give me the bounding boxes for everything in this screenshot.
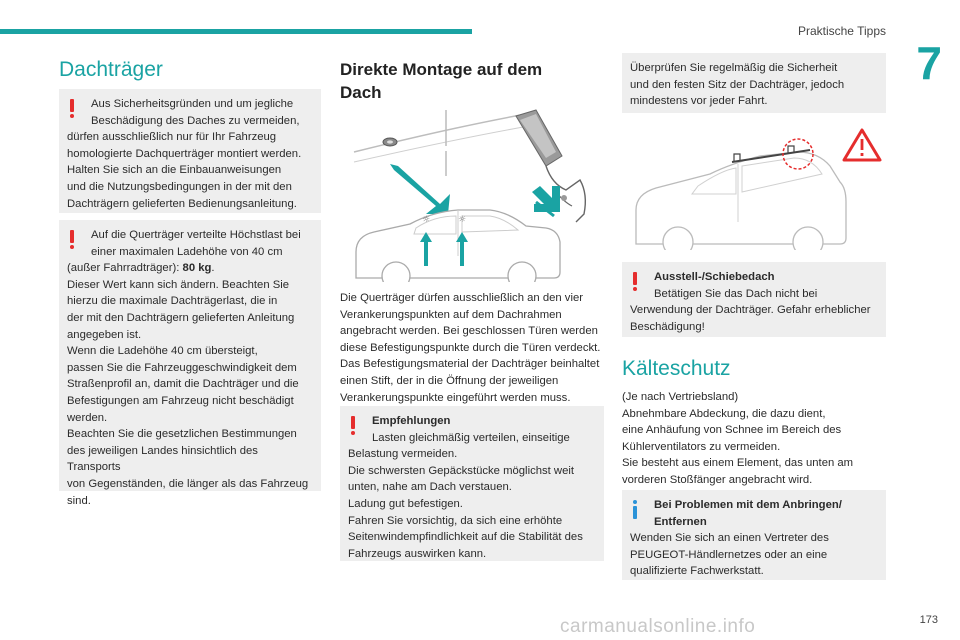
box-line: Überprüfen Sie regelmäßig die Sicherheit <box>630 62 838 74</box>
box-line: von Gegenständen, die länger als das Fahrzeug <box>67 477 309 490</box>
sunroof-warning-illustration <box>622 122 886 250</box>
box-line: angegeben ist. <box>67 328 142 341</box>
info-box-check <box>622 53 886 113</box>
svg-text:☼: ☼ <box>422 215 431 225</box>
box-line: passen Sie die Fahrzeuggeschwindigkeit dem <box>67 361 297 374</box>
page-number: 173 <box>919 614 938 626</box>
box-line: PEUGEOT-Händlernetzes oder an eine <box>630 548 828 561</box>
title-kaelteschutz: Kälteschutz <box>622 357 731 380</box>
box-line: Betätigen Sie das Dach nicht bei <box>654 287 818 300</box>
warning-icon <box>350 416 356 435</box>
title-line: Direkte Montage auf dem <box>340 60 543 79</box>
box-line: homologierte Dachquerträger montiert werden. <box>67 147 302 160</box>
para-line: einen Stift, der in die Öffnung der jeweiligen <box>340 374 559 387</box>
warning-icon <box>69 99 75 118</box>
para-line: Abnehmbare Abdeckung, die dazu dient, <box>622 407 826 420</box>
para-line: vorderen Stoßfänger angebracht wird. <box>622 473 813 486</box>
warning-box-homologation <box>59 89 321 213</box>
para-line: Verankerungspunkten auf dem Dachrahmen <box>340 308 562 321</box>
warning-box-load <box>59 220 321 507</box>
box-line: einer maximalen Ladehöhe von 40 cm <box>91 245 283 258</box>
info-icon <box>632 500 638 519</box>
para-line: Verankerungspunkte eingeführt werden muss. <box>340 391 571 404</box>
box-line: Die schwersten Gepäckstücke möglichst weit <box>348 464 575 477</box>
box-heading: Empfehlungen <box>372 415 451 427</box>
title-dachtraeger: Dachträger <box>59 58 163 81</box>
watermark: carmanualsonline.info <box>560 616 756 637</box>
box-line: Belastung vermeiden. <box>348 448 458 461</box>
warning-box-recommendations <box>340 406 604 561</box>
header-accent-bar <box>0 29 472 34</box>
box-line: qualifizierte Fachwerkstatt. <box>630 565 764 578</box>
box-line: Seitenwindempfindlichkeit auf die Stabilität des <box>348 531 583 544</box>
box-line: Ladung gut befestigen. <box>348 497 463 510</box>
box-line: mindestens vor jeder Fahrt. <box>630 95 768 108</box>
section-label: Praktische Tipps <box>797 24 886 38</box>
box-line: hierzu die maximale Dachträgerlast, die in <box>67 295 278 308</box>
svg-text:☼: ☼ <box>458 215 467 225</box>
box-line: und den festen Sitz der Dachträger, jedoch <box>630 78 845 91</box>
para-line: Sie besteht aus einem Element, das unten am <box>622 457 854 470</box>
para-line: Die Querträger dürfen ausschließlich an den vier <box>340 292 584 304</box>
box-line: unten, nahe am Dach verstauen. <box>348 481 512 494</box>
paragraph-anchor-points <box>340 290 604 406</box>
box-line <box>67 260 313 277</box>
para-line: angebracht werden. Bei geschlossen Türen werden <box>340 325 598 338</box>
box-line: Beschädigung! <box>630 320 705 333</box>
load-text-end: . <box>211 262 215 275</box>
box-line: Auf die Querträger verteilte Höchstlast bei <box>91 229 301 241</box>
para-line: diese Befestigungspunkte durch die Türen verdeckt. <box>340 341 601 354</box>
para-line: (Je nach Vertriebsland) <box>622 391 739 403</box>
max-load-value: 80 kg <box>182 262 212 275</box>
box-line: Beschädigung des Daches zu vermeiden, <box>91 114 300 127</box>
box-line: Lasten gleichmäßig verteilen, einseitige <box>372 431 570 444</box>
box-line: Wenn die Ladehöhe 40 cm übersteigt, <box>67 345 258 358</box>
warning-icon <box>632 272 638 291</box>
chapter-number: 7 <box>916 37 942 89</box>
box-line: Dachträgern gelieferten Bedienungsanleitung. <box>67 197 297 210</box>
box-line: Aus Sicherheitsgründen und um jegliche <box>91 98 294 110</box>
box-line: Fahren Sie vorsichtig, da sich eine erhöhte <box>348 514 563 527</box>
para-line: Das Befestigungsmaterial der Dachträger beinhaltet <box>340 358 600 371</box>
box-line: Wenden Sie sich an einen Vertreter des <box>630 532 829 545</box>
box-line: des jeweiligen Landes hinsichtlich des Transports <box>67 444 258 474</box>
box-line: sind. <box>67 494 91 507</box>
paragraph-kaelteschutz <box>622 389 886 489</box>
box-heading: Ausstell-/Schiebedach <box>654 271 775 283</box>
title-line: Dach <box>340 83 382 102</box>
box-line: der mit den Dachträgern gelieferten Anleitung <box>67 311 295 324</box>
box-line: Halten Sie sich an die Einbauanweisungen <box>67 164 282 177</box>
box-line: Verwendung der Dachträger. Gefahr erheblicher <box>630 304 871 317</box>
box-line: dürfen ausschließlich nur für Ihr Fahrzeug <box>67 131 277 144</box>
box-heading: Entfernen <box>654 515 707 528</box>
para-line: eine Anhäufung von Schnee im Bereich des <box>622 424 842 437</box>
para-line: Kühlerventilators zu vermeiden. <box>622 440 781 453</box>
warning-icon <box>69 230 75 249</box>
info-box-problems <box>622 490 886 580</box>
box-line: und die Nutzungsbedingungen in der mit den <box>67 180 292 193</box>
title-direkte-montage <box>340 58 542 104</box>
box-line: Beachten Sie die gesetzlichen Bestimmungen <box>67 428 297 441</box>
box-heading: Bei Problemen mit dem Anbringen/ <box>654 499 842 511</box>
box-line: Befestigungen am Fahrzeug nicht beschädigt <box>67 394 294 407</box>
box-line: werden. <box>67 411 108 424</box>
load-text: (außer Fahrradträger): <box>67 262 183 275</box>
warning-box-sunroof <box>622 262 886 337</box>
box-line: Dieser Wert kann sich ändern. Beachten Sie <box>67 278 290 291</box>
roof-mounting-illustration <box>340 106 604 282</box>
box-line: Straßenprofil an, damit die Dachträger und die <box>67 378 299 391</box>
box-line: Fahrzeugs auswirken kann. <box>348 547 487 560</box>
